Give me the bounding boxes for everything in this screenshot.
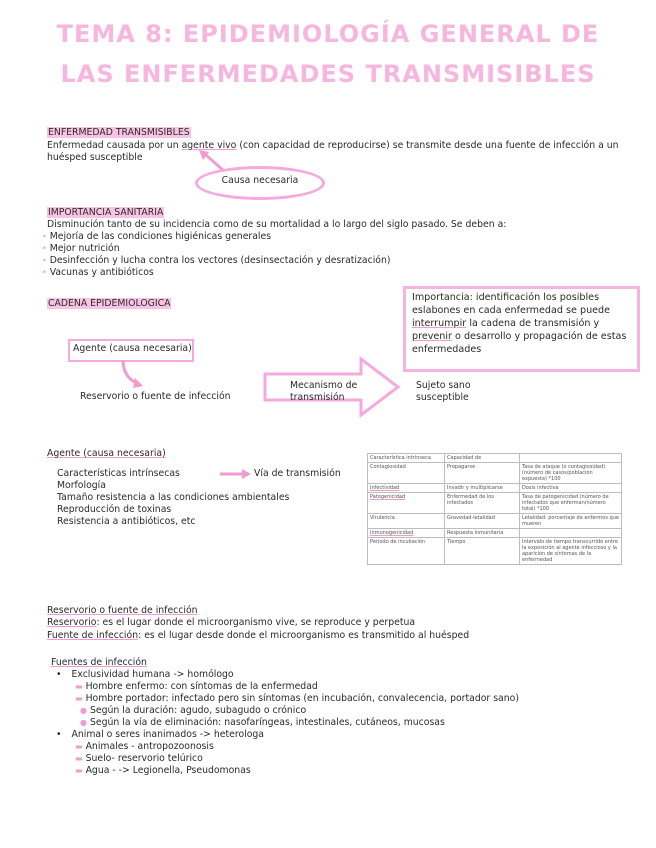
list-item: • Exclusividad humana -> homólogo xyxy=(56,669,234,680)
list-item: Morfología xyxy=(57,480,106,491)
list-item: ● Según la duración: agudo, subagudo o crónico xyxy=(80,705,307,716)
table-cell: Tasa de patogenicidad (número de infectados que enferman/número total) *100 xyxy=(520,493,622,514)
table-row xyxy=(368,514,622,529)
box-line4 xyxy=(412,331,626,343)
list-item: ▬ Hombre portador: infectado pero sin síntomas (en incubación, convalecencia, portador sano) xyxy=(75,693,519,704)
table-cell: Intervalo de tiempo transcurrido entre la exposición al agente infeccioso y la aparición de síntomas de la enfermedad xyxy=(520,538,622,565)
table-cell: Dosis infectiva xyxy=(520,484,622,493)
table-cell: Tiempo xyxy=(445,538,520,565)
page-title-line2: LAS ENFERMEDADES TRANSMISIBLES xyxy=(60,60,596,88)
list-item-text: Mejoría de las condiciones higiénicas generales xyxy=(49,231,272,242)
reservorio-term: Reservorio xyxy=(47,617,97,628)
list-item: Tamaño resistencia a las condiciones ambientales xyxy=(57,492,290,503)
right-arrow-icon xyxy=(218,468,252,480)
list-item-text: Hombre portador: infectado pero sin síntomas (en incubación, convalecencia, portador sano) xyxy=(85,693,519,704)
table-row xyxy=(368,538,622,565)
table-cell: Enfermedad de los infectados xyxy=(445,493,520,514)
enfermedad-heading-text: ENFERMEDAD TRANSMISIBLES xyxy=(48,127,190,138)
table-cell: Patogenicidad xyxy=(368,493,445,514)
fuentes-heading: Fuentes de infección xyxy=(51,657,147,668)
table-cell: Tasa de ataque (o contagiosidad) (número de casos/población expuesta) *100 xyxy=(520,463,622,484)
reservorio-def xyxy=(47,617,415,629)
table-cell: Propagarse xyxy=(445,463,520,484)
table-cell: Contagiosidad xyxy=(368,463,445,484)
box-line1: Importancia: identificación los posibles xyxy=(412,292,600,303)
agente-heading: Agente (causa necesaria) xyxy=(47,448,166,459)
reservorio-rest: : es el lugar donde el microorganismo vive, se reproduce y perpetua xyxy=(96,617,416,628)
table-header-row xyxy=(368,454,622,463)
list-item-text: Hombre enfermo: con síntomas de la enfermedad xyxy=(85,681,318,692)
list-item-text: Según la duración: agudo, subagudo o crónico xyxy=(89,705,307,716)
sujeto-line1: Sujeto sano xyxy=(416,380,471,391)
list-item-text: Exclusividad humana -> homólogo xyxy=(71,669,234,680)
list-item: Reproducción de toxinas xyxy=(57,504,172,515)
fuente-rest: : es el lugar desde donde el microorganismo es transmitido al huésped xyxy=(138,630,470,641)
table-cell xyxy=(520,454,622,463)
box-line2: eslabones en cada enfermedad se puede xyxy=(412,305,611,316)
enfermedad-heading xyxy=(47,127,191,139)
list-item-text: Mejor nutrición xyxy=(49,243,120,254)
cadena-heading xyxy=(47,298,171,310)
list-item: Resistencia a antibióticos, etc xyxy=(57,516,196,527)
importancia-heading xyxy=(47,207,164,219)
importancia-heading-text: IMPORTANCIA SANITARIA xyxy=(48,207,164,218)
table-cell: Infectividad xyxy=(368,484,445,493)
table-cell: Gravedad-letalidad xyxy=(445,514,520,529)
box-interrumpir: interrumpir xyxy=(412,318,467,329)
table-row xyxy=(368,529,622,538)
list-item-text: Agua - -> Legionella, Pseudomonas xyxy=(85,765,251,776)
list-item: • Vacunas y antibióticos xyxy=(42,267,154,278)
table-cell xyxy=(520,529,622,538)
box-part4: o desarrollo y propagación de estas xyxy=(452,331,627,342)
mecanismo-line1: Mecanismo de xyxy=(290,380,358,391)
table-row xyxy=(368,463,622,484)
table-cell: Invadir y multiplicarse xyxy=(445,484,520,493)
list-item-text: Según la vía de eliminación: nasofaríngeas, intestinales, cutáneos, mucosas xyxy=(89,717,445,728)
page-title-line1: TEMA 8: EPIDEMIOLOGÍA GENERAL DE xyxy=(56,20,600,48)
list-item: ▬ Suelo- reservorio telúrico xyxy=(75,753,203,764)
list-item-text: Animales - antropozoonosis xyxy=(85,741,214,752)
table-cell: Virulencia xyxy=(368,514,445,529)
table-cell: Inmunogenicidad xyxy=(368,529,445,538)
caracteristicas-label: Características intrínsecas xyxy=(57,468,180,479)
box-prevenir: prevenir xyxy=(412,331,452,342)
table-cell: Periodo de incubación xyxy=(368,538,445,565)
list-item: ▬ Agua - -> Legionella, Pseudomonas xyxy=(75,765,251,776)
agente-box-label: Agente (causa necesaria) xyxy=(73,343,192,354)
via-label: Vía de transmisión xyxy=(254,468,341,479)
fuente-def xyxy=(47,630,469,642)
list-item: • Mejor nutrición xyxy=(42,243,120,254)
list-item-text: Desinfección y lucha contra los vectores (desinsectación y desratización) xyxy=(49,255,391,266)
fuente-term: Fuente de infección xyxy=(47,630,139,641)
box-line3 xyxy=(412,318,599,330)
list-item-text: Suelo- reservorio telúrico xyxy=(85,753,203,764)
box-part3: la cadena de transmisión y xyxy=(466,318,600,329)
list-item: • Animal o seres inanimados -> heterologa xyxy=(56,729,264,740)
table-cell: Capacidad de xyxy=(445,454,520,463)
sujeto-line2: susceptible xyxy=(416,392,469,403)
cadena-heading-text: CADENA EPIDEMIOLOGICA xyxy=(48,298,171,309)
characteristics-table xyxy=(367,453,622,565)
list-item: ▬ Hombre enfermo: con síntomas de la enfermedad xyxy=(75,681,318,692)
enfermedad-definition xyxy=(47,140,619,152)
def-part2: (con capacidad de reproducirse) se transmite desde una fuente de infección a un xyxy=(236,140,619,151)
curved-arrow-icon xyxy=(115,358,145,390)
def-part1: Enfermedad causada por un xyxy=(47,140,182,151)
list-item: • Desinfección y lucha contra los vectores (desinsectación y desratización) xyxy=(42,255,391,266)
list-item-text: Animal o seres inanimados -> heterologa xyxy=(71,729,264,740)
list-item: ▬ Animales - antropozoonosis xyxy=(75,741,214,752)
enfermedad-definition-line2: huésped susceptible xyxy=(47,152,143,163)
mecanismo-line2: transmisión xyxy=(290,392,345,403)
def-agent: agente vivo xyxy=(181,140,237,151)
causa-necesaria-label: Causa necesaria xyxy=(221,175,299,186)
table-row xyxy=(368,484,622,493)
list-item: ● Según la vía de eliminación: nasofaríngeas, intestinales, cutáneos, mucosas xyxy=(80,717,445,728)
table-row xyxy=(368,493,622,514)
table-cell: Letalidad: porcentaje de enfermos que mueren xyxy=(520,514,622,529)
reservorio-heading: Reservorio o fuente de infección xyxy=(47,605,198,616)
box-line5: enfermedades xyxy=(412,344,482,355)
table-cell: Respuesta inmunitaria xyxy=(445,529,520,538)
list-item-text: Vacunas y antibióticos xyxy=(49,267,154,278)
table-cell: Característica intrínseca xyxy=(368,454,445,463)
reservorio-label: Reservorio o fuente de infección xyxy=(80,391,231,402)
importancia-intro: Disminución tanto de su incidencia como de su mortalidad a lo largo del siglo pasado. Se deben a: xyxy=(47,219,507,230)
list-item: • Mejoría de las condiciones higiénicas generales xyxy=(42,231,272,242)
